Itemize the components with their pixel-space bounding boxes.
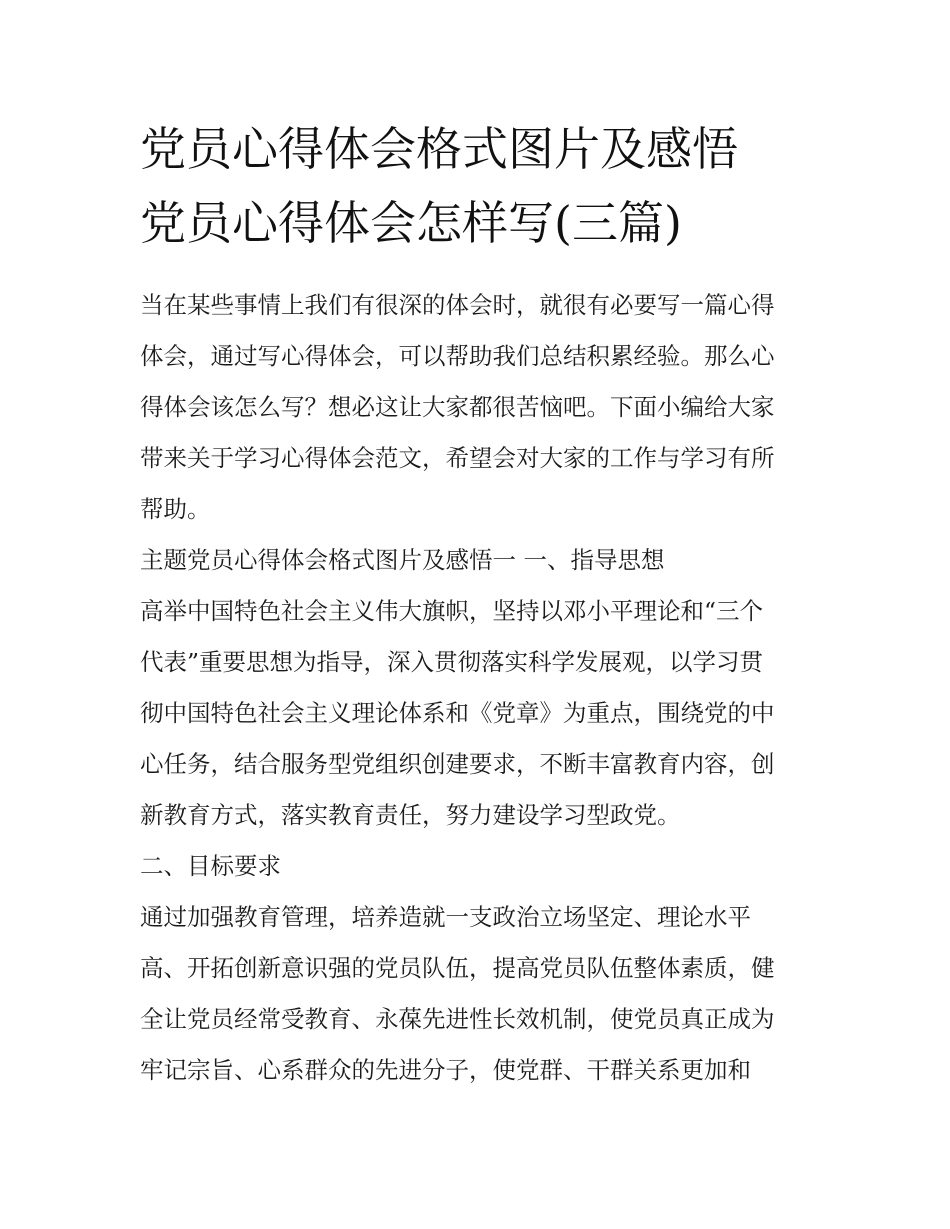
section-heading-2: 二、目标要求 [140, 852, 281, 880]
body-line-2: 体会，通过写心得体会，可以帮助我们总结积累经验。那么心 [140, 342, 775, 370]
body-line-10: 心任务，结合服务型党组织创建要求，不断丰富教育内容，创 [140, 750, 775, 778]
body-line-5: 帮助。 [140, 495, 211, 523]
body-line-16: 牢记宗旨、心系群众的先进分子，使党群、干群关系更加和 [140, 1056, 751, 1084]
title-line-2: 党员心得体会怎样写(三篇) [140, 196, 682, 250]
title-line-1: 党员心得体会格式图片及感悟 [140, 122, 738, 176]
document-title [140, 112, 840, 260]
body-line-7: 高举中国特色社会主义伟大旗帜，坚持以邓小平理论和“三个 [140, 597, 764, 625]
body-line-15: 全让党员经常受教育、永葆先进性长效机制，使党员真正成为 [140, 1005, 775, 1033]
body-line-9: 彻中国特色社会主义理论体系和《党章》为重点，围绕党的中 [140, 699, 775, 727]
document-body [140, 280, 820, 1096]
body-line-4: 带来关于学习心得体会范文，希望会对大家的工作与学习有所 [140, 444, 775, 472]
body-line-13: 通过加强教育管理，培养造就一支政治立场坚定、理论水平 [140, 903, 751, 931]
body-line-1: 当在某些事情上我们有很深的体会时，就很有必要写一篇心得 [140, 291, 775, 319]
body-line-8: 代表”重要思想为指导，深入贯彻落实科学发展观，以学习贯 [140, 648, 764, 676]
body-line-11: 新教育方式，落实教育责任，努力建设学习型政党。 [140, 801, 681, 829]
section-heading-1: 主题党员心得体会格式图片及感悟一 一、指导思想 [140, 546, 665, 574]
body-line-3: 得体会该怎么写？想必这让大家都很苦恼吧。下面小编给大家 [140, 393, 775, 421]
body-line-14: 高、开拓创新意识强的党员队伍，提高党员队伍整体素质，健 [140, 954, 775, 982]
